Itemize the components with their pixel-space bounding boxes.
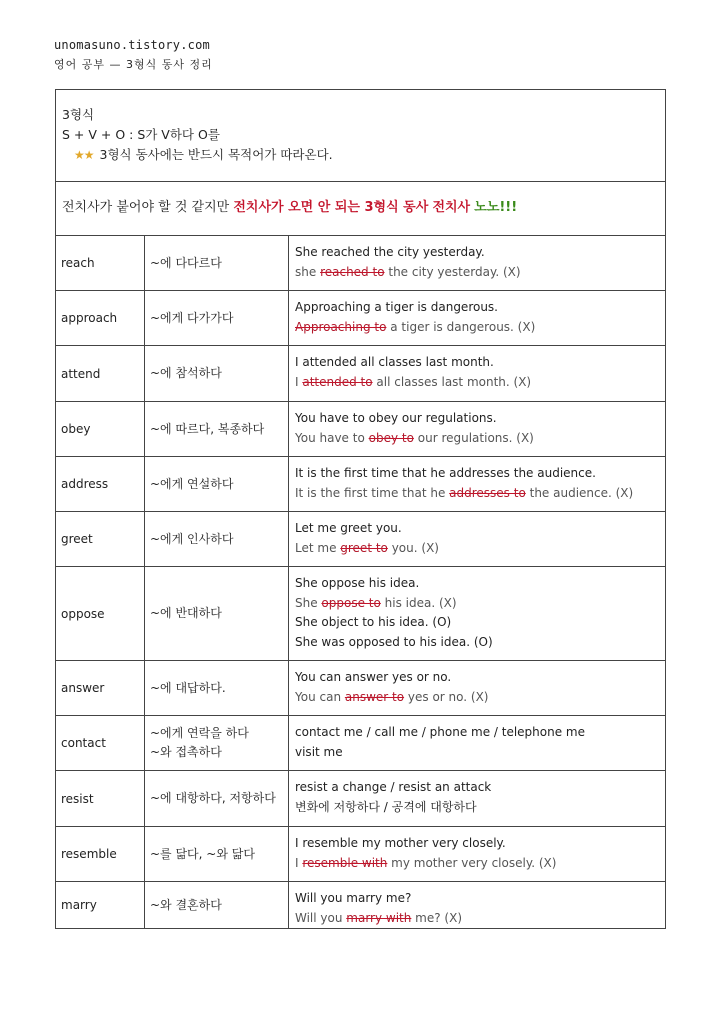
meaning-text: ~를 닮다, ~와 닮다 (150, 846, 255, 861)
wrong-example (295, 909, 665, 929)
meaning-text: ~에 따르다, 복종하다 (150, 421, 265, 436)
example-text: Will you marry me? (295, 891, 412, 905)
warning-text: 전치사가 붙어야 할 것 같지만 (62, 200, 234, 215)
verb-table (55, 89, 666, 929)
wrong-example (295, 373, 665, 393)
table-row (56, 661, 665, 716)
meaning-text: ~에게 연락을 하다 (150, 726, 249, 740)
meaning-cell (145, 771, 289, 826)
meaning-text: ~에게 다가가다 (150, 310, 234, 325)
example-sentence (295, 798, 665, 818)
example-text: our regulations. (X) (413, 430, 534, 445)
struck-preposition: greet to (340, 540, 388, 555)
meaning-text: ~에 대항하다, 저항하다 (150, 791, 276, 805)
warning-nono: 노노!!! (474, 200, 518, 215)
example-cell (289, 661, 665, 715)
struck-preposition: oppose to (321, 595, 381, 610)
example-text: his idea. (X) (380, 595, 457, 610)
struck-preposition: reached to (320, 264, 385, 279)
meaning-text: ~에 참석하다 (150, 366, 222, 380)
example-cell (289, 882, 665, 928)
struck-preposition: answer to (344, 689, 405, 704)
intro-note: 3형식 동사에는 반드시 목적어가 따라온다. (99, 147, 333, 162)
example-sentence (295, 298, 665, 318)
struck-preposition: Approaching to (295, 319, 387, 334)
example-text: She oppose his idea. (295, 576, 420, 590)
example-cell (289, 402, 665, 456)
struck-preposition: addresses to (449, 485, 526, 500)
meaning-cell (145, 882, 289, 928)
wrong-example (295, 263, 665, 283)
example-text: a tiger is dangerous. (X) (386, 319, 536, 334)
wrong-example (295, 594, 665, 614)
table-row (56, 771, 665, 827)
meaning-cell (145, 236, 289, 290)
example-sentence (295, 574, 665, 594)
example-cell (289, 567, 665, 660)
example-text: I resemble my mother very closely. (295, 836, 506, 850)
meaning-cell (145, 827, 289, 881)
verb-cell: contact (56, 716, 145, 770)
example-text: visit me (295, 744, 343, 759)
example-text: I (295, 374, 303, 389)
intro-box (56, 90, 665, 182)
struck-preposition: resemble with (302, 855, 388, 870)
struck-preposition: obey to (368, 430, 414, 445)
meaning-text: ~에게 연설하다 (150, 476, 234, 491)
example-text: contact me / call me / phone me / telephone me (295, 725, 585, 739)
star-icon: ★★ (74, 148, 94, 162)
meaning-cell (145, 346, 289, 401)
example-sentence (295, 889, 665, 909)
meaning-cell (145, 661, 289, 715)
example-sentence (295, 778, 665, 798)
verb-cell: approach (56, 291, 145, 345)
example-cell (289, 291, 665, 345)
intro-note-line (62, 145, 665, 165)
meaning-text: ~에 반대하다 (150, 606, 222, 620)
warning-row (56, 182, 665, 236)
site-url: unomasuno.tistory.com (54, 38, 210, 52)
verb-cell: oppose (56, 567, 145, 660)
meaning-cell (145, 716, 289, 770)
table-row (56, 512, 665, 567)
example-text: She reached the city yesterday. (295, 245, 485, 259)
example-text: yes or no. (X) (404, 689, 489, 704)
example-text: resist a change / resist an attack (295, 780, 492, 794)
example-sentence (295, 723, 665, 743)
example-sentence (295, 243, 665, 263)
example-text: Let me (295, 540, 341, 555)
struck-preposition: attended to (302, 374, 373, 389)
table-row (56, 827, 665, 882)
verb-cell: reach (56, 236, 145, 290)
meaning-cell (145, 512, 289, 566)
example-text: I (295, 855, 303, 870)
wrong-example (295, 484, 665, 504)
example-text: You can (295, 689, 345, 704)
example-text: Approaching a tiger is dangerous. (295, 300, 498, 314)
table-row (56, 346, 665, 402)
table-row (56, 236, 665, 291)
warning-preposition: 전치사 (432, 200, 471, 215)
example-sentence (295, 464, 665, 484)
table-row (56, 567, 665, 661)
verb-rows (56, 236, 665, 928)
page-header (54, 38, 213, 72)
meaning-text: ~에 다다르다 (150, 255, 222, 270)
meaning-text: ~에게 인사하다 (150, 531, 234, 546)
warning-highlight: 전치사가 오면 안 되는 3형식 동사 (233, 200, 429, 215)
example-text: the city yesterday. (X) (384, 264, 521, 279)
verb-cell: attend (56, 346, 145, 401)
table-row (56, 291, 665, 346)
table-row (56, 402, 665, 457)
example-cell (289, 716, 665, 770)
wrong-example (295, 429, 665, 449)
example-sentence (295, 353, 665, 373)
example-sentence (295, 519, 665, 539)
example-cell (289, 346, 665, 401)
wrong-example (295, 854, 665, 874)
example-text: She object to his idea. (O) (295, 615, 452, 629)
example-text: You have to obey our regulations. (295, 411, 497, 425)
wrong-example (295, 539, 665, 559)
example-text: It is the first time that he (295, 485, 450, 500)
wrong-example (295, 318, 665, 338)
meaning-cell (145, 402, 289, 456)
intro-title: 3형식 (62, 107, 95, 122)
verb-cell: answer (56, 661, 145, 715)
table-row (56, 457, 665, 512)
meaning-cell (145, 567, 289, 660)
struck-preposition: marry with (346, 910, 412, 925)
example-sentence (295, 743, 665, 763)
example-sentence (295, 668, 665, 688)
example-cell (289, 512, 665, 566)
meaning-text: ~와 접촉하다 (150, 745, 222, 759)
example-text: all classes last month. (X) (372, 374, 532, 389)
example-sentence (295, 613, 665, 633)
example-text: It is the first time that he addresses the audience. (295, 466, 596, 480)
example-text: You have to (295, 430, 369, 445)
example-sentence (295, 834, 665, 854)
example-text: She (295, 595, 322, 610)
example-sentence (295, 409, 665, 429)
example-text: me? (X) (411, 910, 463, 925)
verb-cell: address (56, 457, 145, 511)
example-cell (289, 827, 665, 881)
example-text: my mother very closely. (X) (387, 855, 557, 870)
example-text: Let me greet you. (295, 521, 402, 535)
table-row (56, 882, 665, 928)
example-text: you. (X) (387, 540, 439, 555)
verb-cell: obey (56, 402, 145, 456)
example-cell (289, 457, 665, 511)
page-subtitle: 영어 공부 — 3형식 동사 정리 (54, 58, 213, 71)
wrong-example (295, 688, 665, 708)
example-text: I attended all classes last month. (295, 355, 494, 369)
example-text: You can answer yes or no. (295, 670, 452, 684)
example-sentence (295, 633, 665, 653)
verb-cell: resist (56, 771, 145, 826)
meaning-cell (145, 291, 289, 345)
example-text: 변화에 저항하다 / 공격에 대항하다 (295, 799, 477, 814)
example-text: she (295, 264, 321, 279)
example-cell (289, 236, 665, 290)
example-text: She was opposed to his idea. (O) (295, 634, 493, 649)
verb-cell: resemble (56, 827, 145, 881)
meaning-text: ~와 결혼하다 (150, 897, 222, 912)
example-text: Will you (295, 910, 347, 925)
meaning-text: ~에 대답하다. (150, 680, 226, 695)
example-cell (289, 771, 665, 826)
example-text: the audience. (X) (525, 485, 634, 500)
verb-cell: marry (56, 882, 145, 928)
verb-cell: greet (56, 512, 145, 566)
table-row (56, 716, 665, 771)
meaning-cell (145, 457, 289, 511)
intro-formula: S + V + O : S가 V하다 O를 (62, 127, 220, 142)
